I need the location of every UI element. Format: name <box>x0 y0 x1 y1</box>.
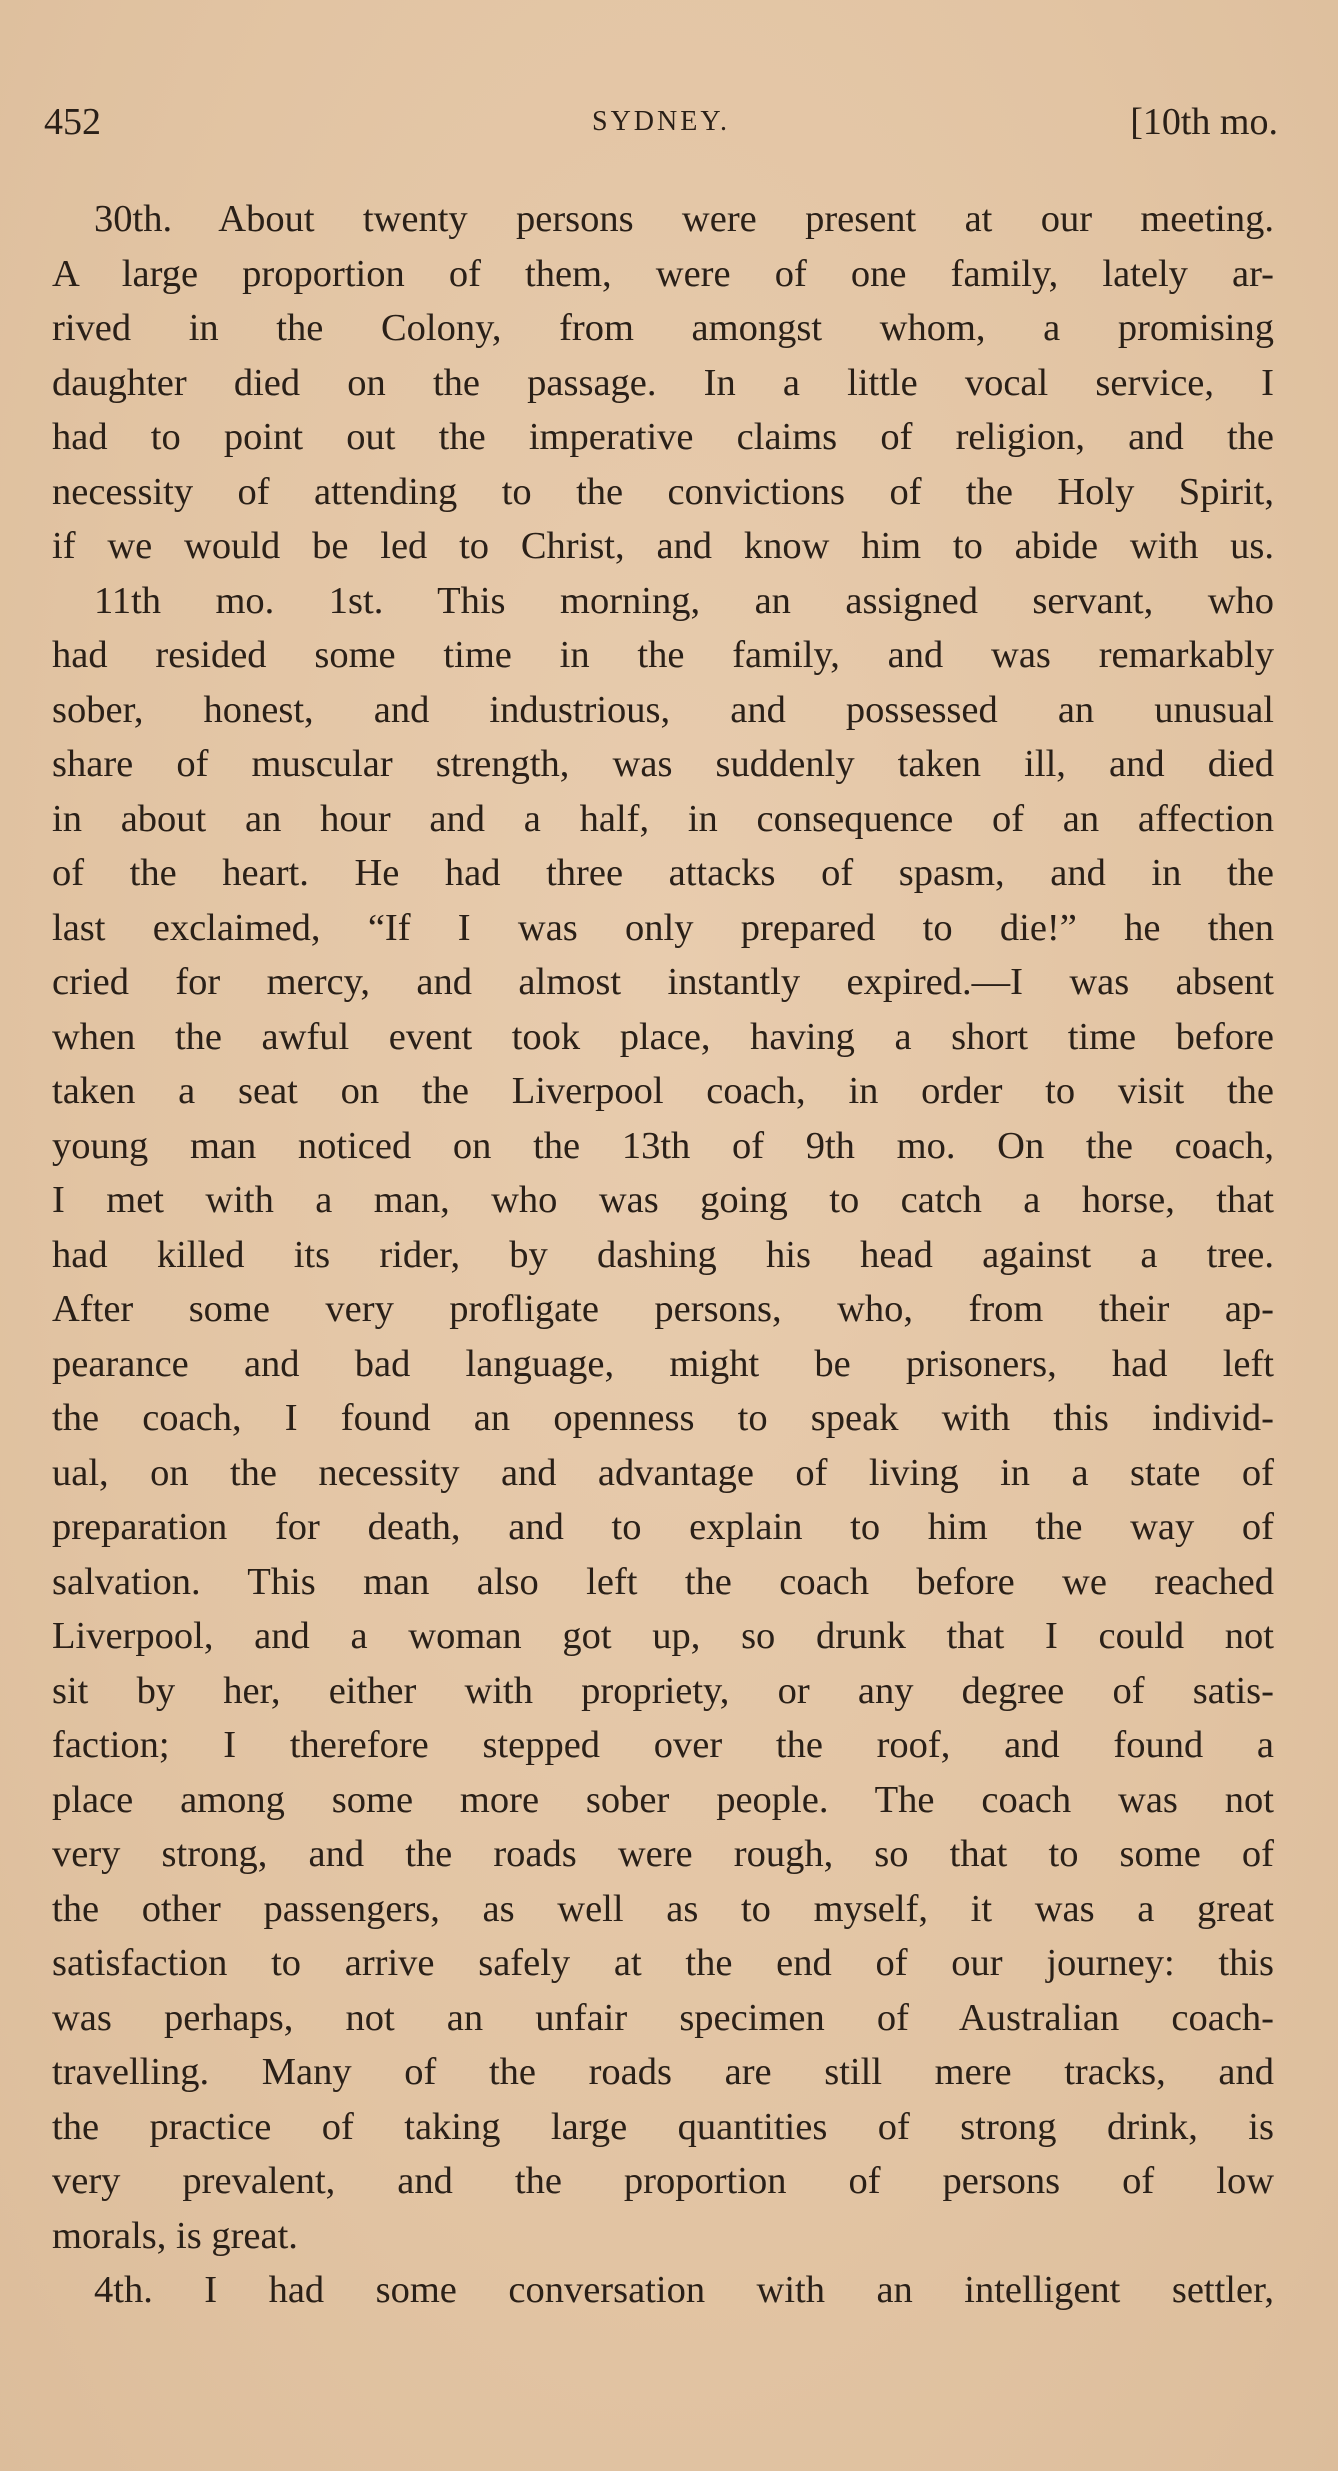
text-line: very strong, and the roads were rough, so that to some of <box>52 1833 1274 1875</box>
text-line: had to point out the imperative claims of religion, and the <box>52 416 1274 458</box>
text-line: the other passengers, as well as to myself, it was a great <box>52 1887 1274 1930</box>
text-line: last exclaimed, “If I was only prepared to die!” he then <box>52 906 1274 949</box>
text-line: travelling. Many of the roads are still mere tracks, and <box>52 2051 1274 2093</box>
text-line: the practice of taking large quantities of strong drink, is <box>52 2105 1274 2148</box>
text-line: very prevalent, and the proportion of persons of low <box>52 2160 1274 2202</box>
text-line: rived in the Colony, from amongst whom, a promising <box>52 307 1274 349</box>
text-line: if we would be led to Christ, and know him to abide with us. <box>52 525 1274 567</box>
text-line: ual, on the necessity and advantage of living in a state of <box>52 1451 1274 1494</box>
page-number: 452 <box>44 101 101 143</box>
text-line: when the awful event took place, having a short time before <box>52 1015 1274 1058</box>
text-line: satisfaction to arrive safely at the end of our journey: this <box>52 1942 1274 1984</box>
text-line: had resided some time in the family, and was remarkably <box>52 634 1274 676</box>
section-mark: [10th mo. <box>1130 101 1278 143</box>
text-line: in about an hour and a half, in consequence of an affection <box>52 797 1274 840</box>
text-line: necessity of attending to the convictions of the Holy Spirit, <box>52 470 1274 513</box>
text-line: the coach, I found an openness to speak with this individ- <box>52 1397 1274 1439</box>
text-line: A large proportion of them, were of one family, lately ar- <box>52 252 1274 295</box>
page-header <box>44 100 1278 160</box>
text-line: morals, is great. <box>52 2214 298 2257</box>
text-line: pearance and bad language, might be prisoners, had left <box>52 1342 1274 1385</box>
text-line: 4th. I had some conversation with an intelligent settler, <box>94 2269 1274 2311</box>
text-line: was perhaps, not an unfair specimen of Australian coach- <box>52 1996 1274 2039</box>
text-line: 30th. About twenty persons were present at our meeting. <box>94 198 1274 240</box>
text-line: preparation for death, and to explain to him the way of <box>52 1506 1274 1548</box>
text-line: sit by her, either with propriety, or any degree of satis- <box>52 1669 1274 1712</box>
text-line: young man noticed on the 13th of 9th mo. On the coach, <box>52 1124 1274 1167</box>
text-line: 11th mo. 1st. This morning, an assigned servant, who <box>94 579 1274 622</box>
text-line: After some very profligate persons, who, from their ap- <box>52 1288 1274 1330</box>
text-line: salvation. This man also left the coach before we reached <box>52 1560 1274 1603</box>
text-line: daughter died on the passage. In a little vocal service, I <box>52 361 1274 404</box>
text-line: cried for mercy, and almost instantly expired.—I was absent <box>52 961 1274 1003</box>
body-text <box>52 192 1274 2318</box>
text-line: had killed its rider, by dashing his head against a tree. <box>52 1233 1274 1276</box>
running-title: SYDNEY. <box>592 106 730 137</box>
text-line: I met with a man, who was going to catch a horse, that <box>52 1179 1274 1221</box>
text-line: share of muscular strength, was suddenly taken ill, and died <box>52 743 1274 785</box>
text-line: place among some more sober people. The coach was not <box>52 1778 1274 1821</box>
text-line: taken a seat on the Liverpool coach, in order to visit the <box>52 1070 1274 1112</box>
text-line: sober, honest, and industrious, and possessed an unusual <box>52 688 1274 731</box>
text-line: of the heart. He had three attacks of spasm, and in the <box>52 852 1274 894</box>
text-line: faction; I therefore stepped over the roof, and found a <box>52 1724 1274 1766</box>
text-line: Liverpool, and a woman got up, so drunk that I could not <box>52 1615 1274 1657</box>
